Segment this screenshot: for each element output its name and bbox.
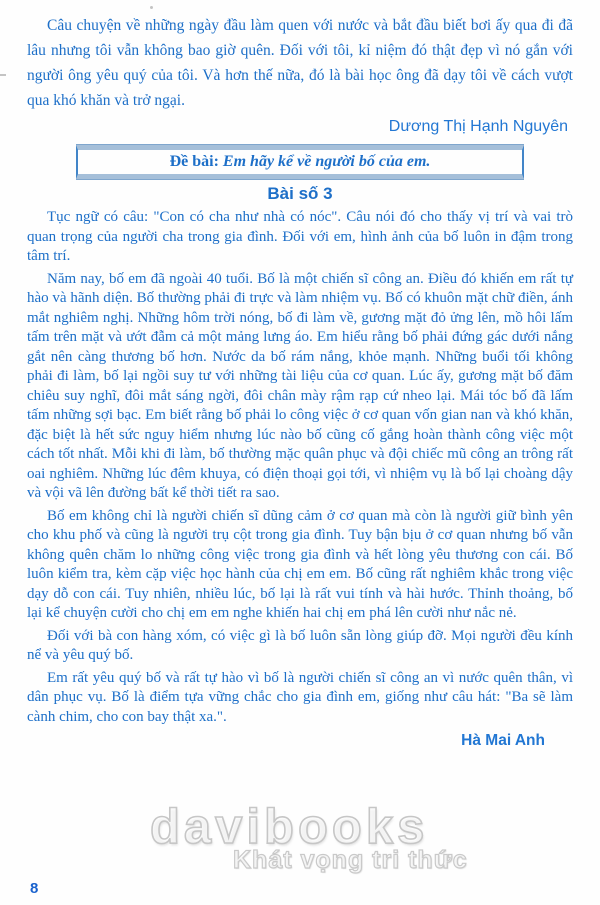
essay-paragraph-description: Năm nay, bố em đã ngoài 40 tuổi. Bố là một chiến sĩ công an. Điều đó khiến em rất tự hào và hãnh diện. Bố thường phải đi trực và làm nhiệm vụ. Bố có khuôn mặt chữ điền, ánh mắt nghiêm nghị. Những hôm trời nóng, bố đi làm về, gương mặt đỏ ửng lên, mồ hôi lấm tấm trên mặt và ướt đẫm cả một mảng lưng áo. Em hiểu rằng bố phải đứng gác dưới nắng gắt nên càng thương bố hơn. Nước da bố rám nắng, khỏe mạnh. Những buổi tối không phải đi làm, bố lại ngồi suy tư với những tài liệu của cơ quan. Lúc ấy, gương mặt bố đăm chiêu suy nghĩ, đôi mắt sáng ngời, đôi chân mày rậm rạp cứ nheo lại. Mái tóc bố đã lấm tấm những sợi bạc. Em biết rằng bố phải lo công việc ở cơ quan vốn gian nan và khó khăn, đặc biệt là hết sức nguy hiểm nhưng lúc nào bố cũng cố gắng hoàn thành công việc một cách tốt nhất. Mỗi khi đi làm, bố thường mặc quân phục và đội chiếc mũ công an trông rất oai nghiêm. Những lúc đêm khuya, có điện thoại gọi tới, vì nhiệm vụ là bố lại choàng dậy và vội vã lên đường bất kể thời tiết ra sao.: [27, 270, 573, 501]
scan-speck: [150, 6, 153, 9]
page-content: [27, 13, 573, 750]
essay-paragraph-neighbors: Đối với bà con hàng xóm, có việc gì là bố luôn sẵn lòng giúp đỡ. Mọi người đều kính nể và yêu quý bố.: [27, 627, 573, 663]
previous-essay-closing-paragraph: Câu chuyện về những ngày đầu làm quen với nước và bắt đầu biết bơi ấy qua đi đã lâu nhưng tôi vẫn không bao giờ quên. Đối với tôi, kỉ niệm đó thật đẹp vì nó gắn với người ông yêu quý của tôi. Và hơn thế nữa, đó là bài học ông đã dạy tôi về cách vượt qua khó khăn và trở ngại.: [27, 17, 573, 109]
watermark-slogan-text: Khát vọng tri thức: [233, 846, 468, 874]
assignment-title: Em hãy kể về người bố của em.: [222, 153, 431, 170]
previous-essay-author: Dương Thị Hạnh Nguyên: [388, 118, 568, 135]
essay-number-heading: Bài số 3: [267, 184, 333, 203]
assignment-label: Đề bài:: [169, 153, 219, 170]
essay-paragraph-family: Bố em không chỉ là người chiến sĩ dũng cảm ở cơ quan mà còn là người giữ bình yên cho khu phố và cũng là người trụ cột trong gia đình. Tuy bận bịu ở cơ quan nhưng bố vẫn không quên chăm lo những công việc trong gia đình và hết lòng yêu thương con cái. Bố luôn kiểm tra, kèm cặp việc học hành của chị em em. Bố cũng rất nghiêm khắc trong việc dạy dỗ con cái. Tuy nhiên, nhiều lúc, bố lại là rất vui tính và hài hước. Thỉnh thoảng, bố lại kể chuyện cười cho chị em em nghe khiến hai chị em phá lên cười như nắc nẻ.: [27, 507, 573, 621]
watermark-brand-text: davibooks: [150, 800, 429, 854]
essay-paragraph-intro: Tục ngữ có câu: "Con có cha như nhà có nóc". Câu nói đó cho thấy vị trí và vai trò quan trọng của người cha trong gia đình. Đối với em, hình ảnh của bố luôn in đậm trong tâm trí.: [27, 209, 573, 264]
page-number: 8: [30, 880, 39, 897]
assignment-prompt-box: [76, 145, 524, 179]
essay-paragraph-conclusion: Em rất yêu quý bố và rất tự hào vì bố là người chiến sĩ công an vì nước quên thân, vì dân phục vụ. Bố là điểm tựa vững chắc cho gia đình em, giống như câu hát: "Ba sẽ làm cành chim, cho con bay thật xa.".: [27, 669, 573, 725]
scan-edge-mark: [0, 74, 6, 76]
essay-author: Hà Mai Anh: [461, 732, 545, 749]
